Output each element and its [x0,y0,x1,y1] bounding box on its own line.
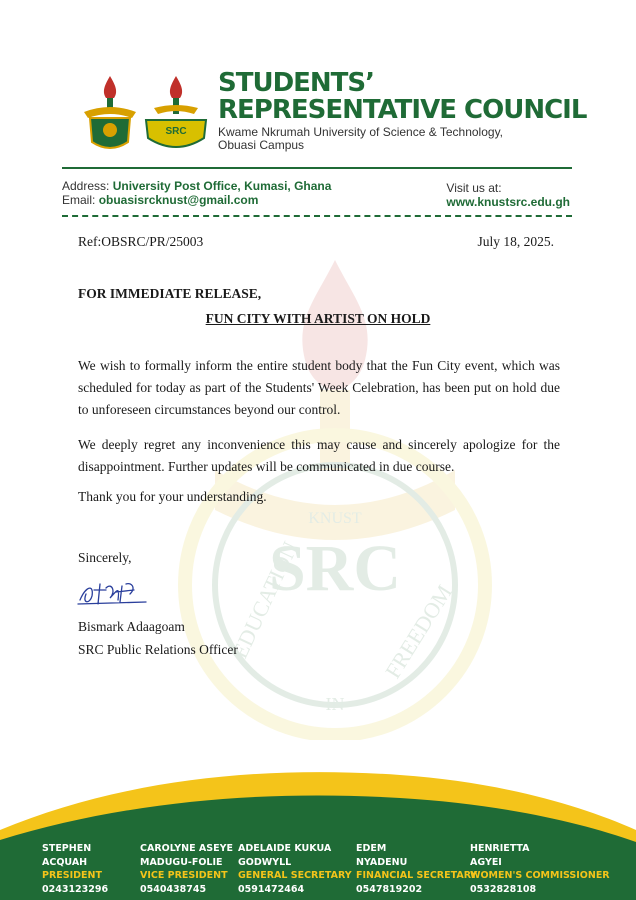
exec-phone: 0591472464 [238,883,305,895]
address-line [62,179,331,193]
university-name: Kwame Nkrumah University of Science & Technology, [218,125,504,139]
address-label: Address: [62,179,113,193]
exec-first-name: HENRIETTA [470,843,530,854]
release-heading: FOR IMMEDIATE RELEASE, [78,286,262,301]
handwritten-signature [76,578,156,608]
signatory-title: SRC Public Relations Officer [78,642,238,657]
executive-financial-secretary [356,842,477,896]
watermark-src-text: SRC [268,532,402,605]
letter-date: July 18, 2025. [477,234,554,249]
body-paragraph-2: We deeply regret any inconvenience this may cause and sincerely apologize for the disappointment. Further updates will be communicated in due course. [78,437,560,474]
campus-name: Obuasi Campus [218,138,305,152]
reference-number: Ref:OBSRC/PR/25003 [78,234,204,249]
exec-role: VICE PRESIDENT [140,870,228,881]
dashed-divider [62,215,572,217]
exec-role: GENERAL SECRETARY [238,870,352,881]
email-link[interactable]: obuasisrcknust@gmail.com [98,193,259,207]
email-line [62,193,331,207]
exec-role: PRESIDENT [42,870,102,881]
exec-phone: 0547819202 [356,883,423,895]
exec-first-name: EDEM [356,843,387,854]
council-title-line2: REPRESENTATIVE COUNCIL [218,95,587,125]
executive-womens-commissioner [470,842,610,896]
exec-last-name: NYADENU [356,856,408,868]
src-badge-logo [146,76,206,147]
exec-phone: 0540438745 [140,883,207,895]
exec-first-name: STEPHEN [42,843,92,854]
visit-label: Visit us at: [446,181,502,195]
council-title-line1: STUDENTS’ [218,68,375,98]
exec-role: WOMEN'S COMMISSIONER [470,870,610,881]
executive-president [42,842,108,896]
address-value: University Post Office, Kumasi, Ghana [112,179,332,193]
executive-general-secretary [238,842,352,896]
executive-vice-president [140,842,233,896]
email-label: Email: [62,193,99,207]
watermark-arc-right: FREEDOM [380,580,457,683]
exec-last-name: ACQUAH [42,856,88,868]
press-release-title: FUN CITY WITH ARTIST ON HOLD [205,311,431,326]
website-link[interactable]: www.knustsrc.edu.gh [446,195,570,209]
watermark-arc-left: EDUCATION [226,537,303,663]
body-paragraph-3: Thank you for your understanding. [78,489,267,504]
closing-salutation: Sincerely, [78,550,132,565]
watermark-ribbon-text: KNUST [308,510,362,527]
council-title-block [218,70,586,152]
body-paragraph-1: We wish to formally inform the entire student body that the Fun City event, which was scheduled for today as part of the Students' Week Celebration, has been put on hold due to unforeseen circumstances beyond our control. [78,358,560,417]
website-details [446,181,570,209]
watermark-arc-bottom: IN [325,694,345,714]
exec-first-name: CAROLYNE ASEYE [140,843,233,854]
contact-details [62,179,331,207]
knust-crest-logo [84,76,136,148]
exec-phone: 0243123296 [42,883,109,895]
exec-phone: 0532828108 [470,883,537,895]
svg-text:SRC: SRC [165,126,187,137]
exec-last-name: GODWYLL [238,856,292,868]
signatory-name: Bismark Adaagoam [78,619,185,634]
exec-last-name: MADUGU-FOLIE [140,856,223,868]
exec-role: FINANCIAL SECRETARY [356,870,478,881]
exec-last-name: AGYEI [470,856,502,868]
header-divider [62,167,572,169]
exec-first-name: ADELAIDE KUKUA [238,843,332,854]
header-logos [80,72,220,156]
